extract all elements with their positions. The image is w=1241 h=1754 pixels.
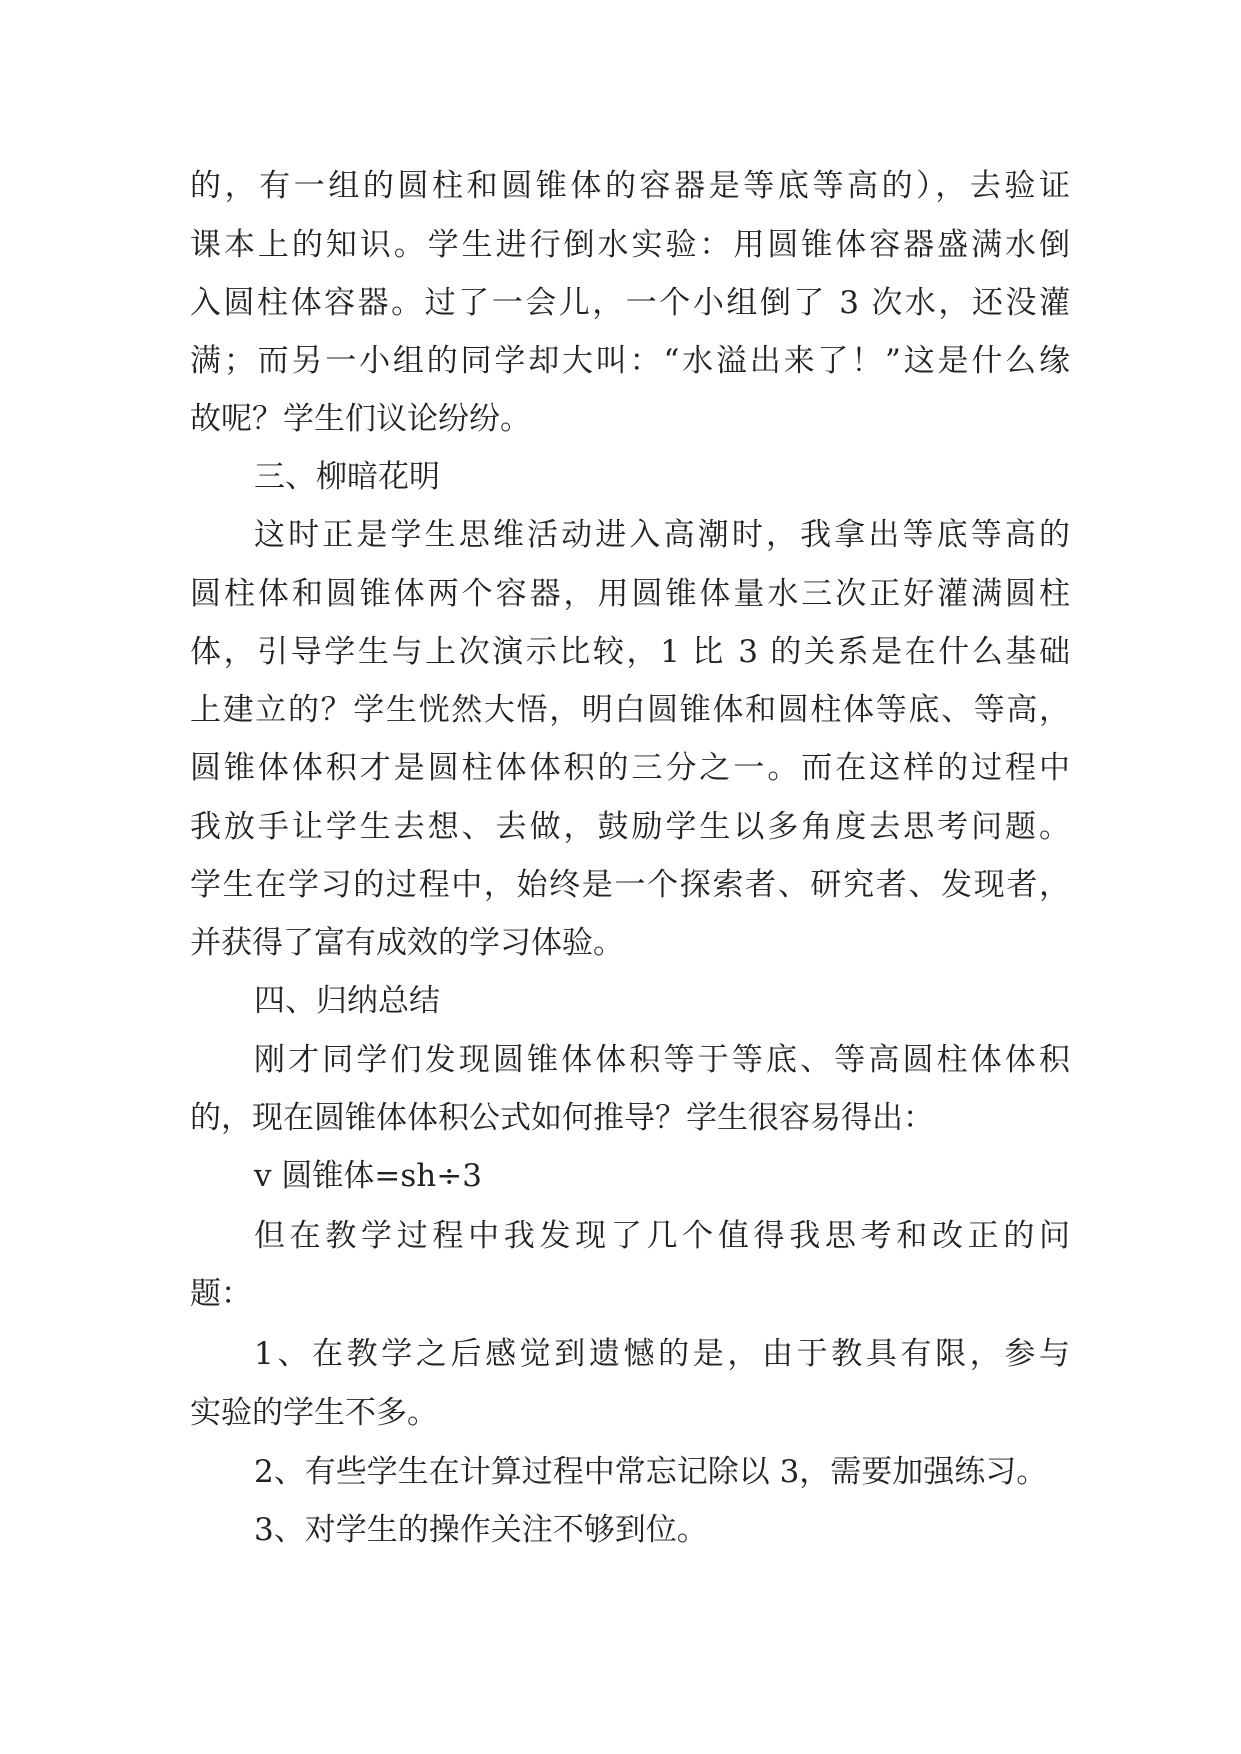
text-line: 刚才同学们发现圆锥体体积等于等底、等高圆柱体体积: [254, 1042, 1070, 1078]
list-item: 1、在教学之后感觉到遗憾的是，由于教具有限，参与: [254, 1336, 1070, 1372]
text-line: 题：: [190, 1276, 252, 1312]
formula-line: v 圆锥体=sh÷3: [254, 1158, 482, 1194]
text-line: 满；而另一小组的同学却大叫：“水溢出来了！”这是什么缘: [190, 343, 1070, 379]
text-line: 入圆柱体容器。过了一会儿，一个小组倒了 3 次水，还没灌: [190, 285, 1070, 321]
text-line: 圆柱体和圆锥体两个容器，用圆锥体量水三次正好灌满圆柱: [190, 576, 1070, 612]
section-heading: 四、归纳总结: [254, 983, 440, 1019]
text-line: 的，有一组的圆柱和圆锥体的容器是等底等高的），去验证: [190, 168, 1070, 204]
text-line: 这时正是学生思维活动进入高潮时，我拿出等底等高的: [254, 517, 1070, 553]
text-line: 我放手让学生去想、去做，鼓励学生以多角度去思考问题。: [190, 809, 1070, 845]
text-line: 的，现在圆锥体体积公式如何推导？学生很容易得出：: [190, 1100, 934, 1136]
text-line: 并获得了富有成效的学习体验。: [190, 925, 624, 961]
text-line: 故呢？学生们议论纷纷。: [190, 401, 531, 437]
text-line: 课本上的知识。学生进行倒水实验：用圆锥体容器盛满水倒: [190, 227, 1070, 263]
section-heading: 三、柳暗花明: [254, 459, 440, 495]
text-line: 学生在学习的过程中，始终是一个探索者、研究者、发现者，: [190, 867, 1070, 903]
text-line: 实验的学生不多。: [190, 1395, 438, 1431]
text-line: 体，引导学生与上次演示比较，1 比 3 的关系是在什么基础: [190, 634, 1070, 670]
text-line: 圆锥体体积才是圆柱体体积的三分之一。而在这样的过程中: [190, 750, 1070, 786]
text-line: 但在教学过程中我发现了几个值得我思考和改正的问: [254, 1218, 1070, 1254]
list-item: 3、对学生的操作关注不够到位。: [254, 1512, 708, 1548]
text-line: 上建立的？学生恍然大悟，明白圆锥体和圆柱体等底、等高，: [190, 692, 1070, 728]
list-item: 2、有些学生在计算过程中常忘记除以 3，需要加强练习。: [254, 1454, 1048, 1490]
